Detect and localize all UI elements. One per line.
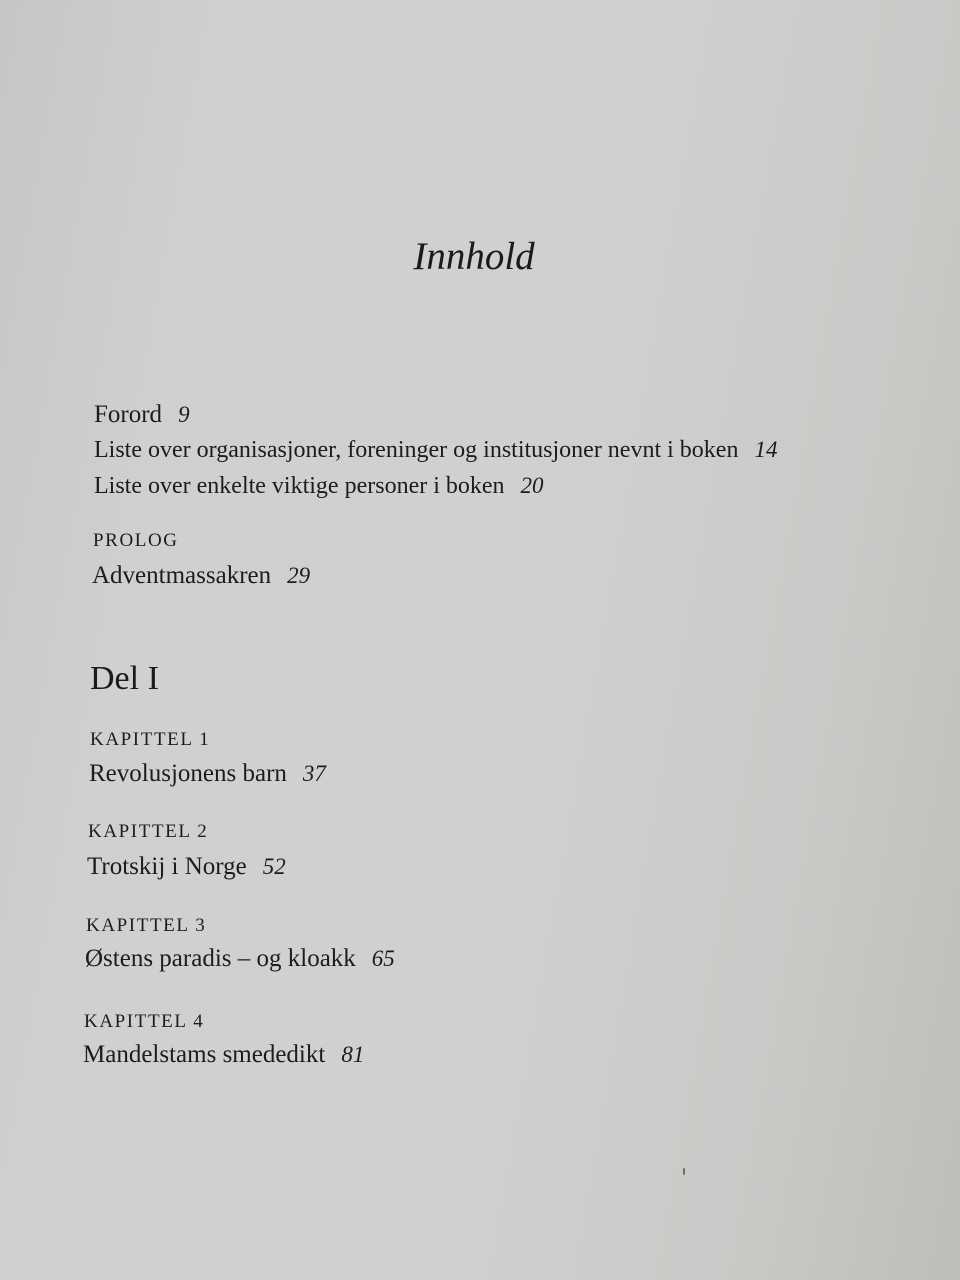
- chapter-heading: KAPITTEL 4: [84, 1011, 205, 1032]
- toc-entry-chapter-4: [83, 1041, 364, 1069]
- page-title: Innhold: [413, 235, 535, 278]
- toc-entry-chapter-1: [89, 760, 326, 788]
- toc-page-number: 14: [754, 437, 778, 462]
- toc-page-number: 81: [341, 1042, 365, 1067]
- chapter-heading: KAPITTEL 1: [90, 729, 211, 750]
- toc-entry-chapter-2: [87, 853, 286, 881]
- toc-page-number: 52: [262, 854, 286, 879]
- chapter-heading: KAPITTEL 3: [86, 915, 207, 936]
- toc-entry-label: Liste over organisasjoner, foreninger og institusjoner nevnt i boken: [94, 437, 739, 463]
- toc-entry-chapter-3: [85, 945, 395, 973]
- toc-page-number: 37: [302, 761, 326, 786]
- toc-entry-label: Trotskij i Norge: [87, 853, 247, 880]
- toc-entry-prolog: [92, 562, 310, 590]
- toc-entry-label: Revolusjonens barn: [89, 760, 287, 787]
- toc-entry-label: Adventmassakren: [92, 562, 272, 589]
- toc-entry-label: Mandelstams smededikt: [83, 1041, 326, 1068]
- paper-speck: [683, 1168, 685, 1175]
- toc-entry-forord: [94, 401, 190, 429]
- toc-entry-label: Liste over enkelte viktige personer i boken: [94, 473, 505, 499]
- prolog-heading: PROLOG: [93, 530, 179, 551]
- toc-page-number: 29: [287, 563, 311, 588]
- toc-entry-label: Forord: [94, 401, 163, 428]
- toc-page-number: 20: [520, 473, 544, 498]
- toc-entry-label: Østens paradis – og kloakk: [85, 945, 356, 972]
- toc-page-number: 9: [178, 402, 190, 427]
- toc-page-number: 65: [371, 946, 395, 971]
- part-title: Del I: [90, 660, 159, 697]
- chapter-heading: KAPITTEL 2: [88, 821, 209, 842]
- toc-entry-organisations-list: [94, 437, 777, 464]
- toc-entry-persons-list: [94, 473, 544, 500]
